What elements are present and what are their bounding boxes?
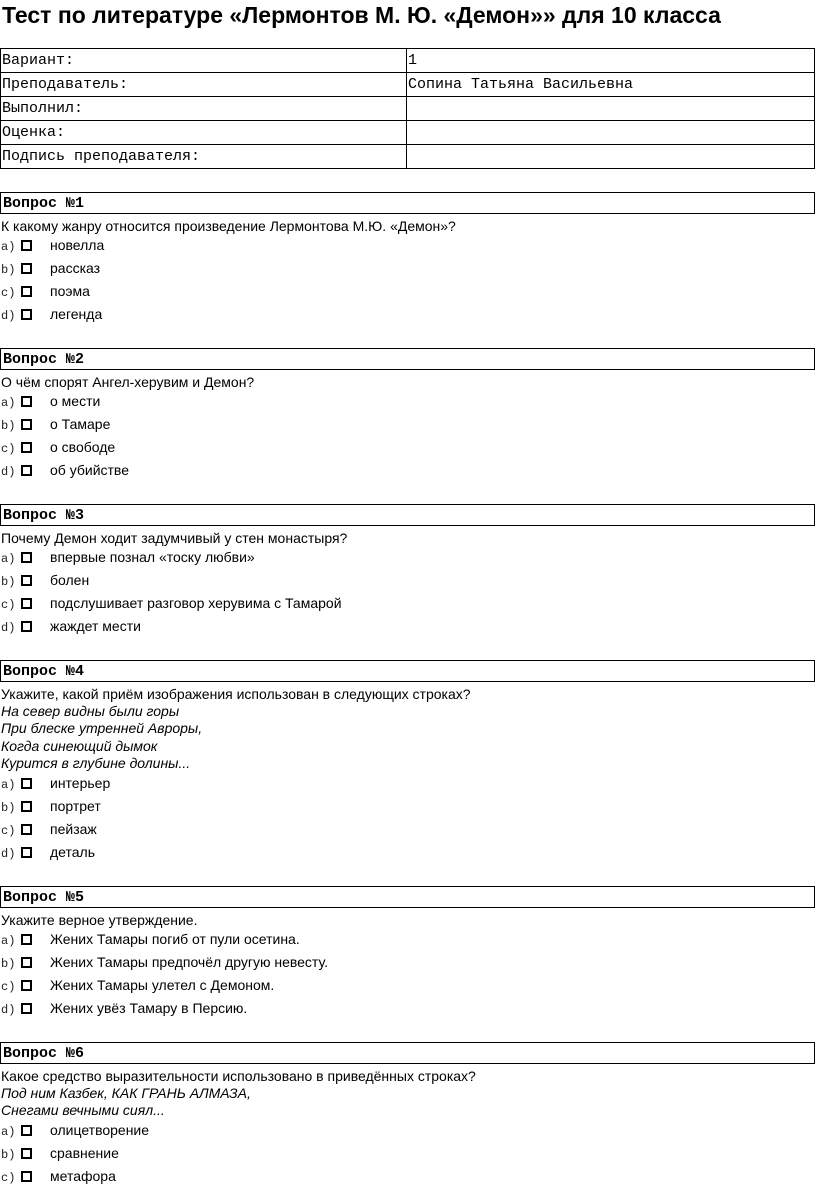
checkbox-icon[interactable]: [21, 778, 32, 789]
checkbox-icon[interactable]: [21, 575, 32, 586]
sign-field[interactable]: [407, 145, 815, 169]
checkbox-icon[interactable]: [21, 621, 32, 632]
checkbox-icon[interactable]: [21, 847, 32, 858]
option-letter: b): [1, 1148, 16, 1162]
option-letter: c): [1, 1171, 16, 1185]
option-text: метафора: [50, 1168, 116, 1184]
option-text: впервые познал «тоску любви»: [50, 549, 255, 565]
variant-value: 1: [407, 49, 815, 73]
option-text: Жених Тамары предпочёл другую невесту.: [50, 954, 328, 970]
checkbox-icon[interactable]: [21, 980, 32, 991]
option-text: легенда: [50, 306, 103, 322]
question-4-verse-line: Курится в глубине долины...: [1, 755, 191, 771]
option-letter: c): [1, 286, 16, 300]
option-text: новелла: [50, 237, 105, 253]
checkbox-icon[interactable]: [21, 1003, 32, 1014]
option-text: болен: [50, 572, 90, 588]
option-text: жаждет мести: [50, 618, 141, 634]
variant-row: [1, 49, 815, 73]
question-4-verse-line: При блеске утренней Авроры,: [1, 720, 203, 736]
checkbox-icon[interactable]: [21, 309, 32, 320]
question-4-text: Укажите, какой приём изображения использован в следующих строках?: [1, 686, 471, 702]
option-letter: b): [1, 575, 16, 589]
option-text: Жених Тамары улетел с Демоном.: [50, 977, 275, 993]
checkbox-icon[interactable]: [21, 1148, 32, 1159]
teacher-value: Сопина Татьяна Васильевна: [407, 73, 815, 97]
question-6-verse-line: Снегами вечными сиял...: [1, 1102, 165, 1118]
option-text: деталь: [50, 844, 95, 860]
sign-row: [1, 145, 815, 169]
checkbox-icon[interactable]: [21, 934, 32, 945]
checkbox-icon[interactable]: [21, 1171, 32, 1182]
option-text: о свободе: [50, 439, 116, 455]
teacher-label: Преподаватель:: [1, 73, 407, 97]
option-text: портрет: [50, 798, 101, 814]
option-letter: a): [1, 778, 16, 792]
option-letter: b): [1, 419, 16, 433]
question-1-header: Вопрос №1: [0, 192, 815, 214]
question-3-header: Вопрос №3: [0, 504, 815, 526]
question-5-text: Укажите верное утверждение.: [1, 912, 198, 928]
option-letter: c): [1, 442, 16, 456]
option-text: Жених увёз Тамару в Персию.: [50, 1000, 248, 1016]
option-text: о мести: [50, 393, 101, 409]
question-4-verse-line: Когда синеющий дымок: [1, 738, 158, 754]
option-letter: a): [1, 934, 16, 948]
checkbox-icon[interactable]: [21, 396, 32, 407]
variant-label: Вариант:: [1, 49, 407, 73]
sign-label: Подпись преподавателя:: [1, 145, 407, 169]
question-6-header: Вопрос №6: [0, 1042, 815, 1064]
page-title: Тест по литературе «Лермонтов М. Ю. «Демон»» для 10 класса: [2, 2, 721, 28]
checkbox-icon[interactable]: [21, 465, 32, 476]
option-text: Жених Тамары погиб от пули осетина.: [50, 931, 300, 947]
option-letter: d): [1, 465, 16, 479]
done-row: [1, 97, 815, 121]
option-letter: a): [1, 240, 16, 254]
question-6-verse-line: Под ним Казбек, КАК ГРАНЬ АЛМАЗА,: [1, 1085, 251, 1101]
question-1-text: К какому жанру относится произведение Лермонтова М.Ю. «Демон»?: [1, 218, 456, 234]
option-letter: a): [1, 1125, 16, 1139]
checkbox-icon[interactable]: [21, 824, 32, 835]
question-2-text: О чём спорят Ангел-херувим и Демон?: [1, 374, 255, 390]
option-text: о Тамаре: [50, 416, 111, 432]
option-letter: c): [1, 598, 16, 612]
option-letter: c): [1, 824, 16, 838]
checkbox-icon[interactable]: [21, 957, 32, 968]
option-text: интерьер: [50, 775, 111, 791]
question-6-text: Какое средство выразительности использовано в приведённых строках?: [1, 1068, 476, 1084]
checkbox-icon[interactable]: [21, 442, 32, 453]
done-label: Выполнил:: [1, 97, 407, 121]
teacher-row: [1, 73, 815, 97]
option-text: пейзаж: [50, 821, 97, 837]
question-4-header: Вопрос №4: [0, 660, 815, 682]
checkbox-icon[interactable]: [21, 598, 32, 609]
option-text: об убийстве: [50, 462, 129, 478]
option-letter: d): [1, 847, 16, 861]
info-table: [0, 48, 815, 169]
done-field[interactable]: [407, 97, 815, 121]
grade-field[interactable]: [407, 121, 815, 145]
option-letter: b): [1, 801, 16, 815]
option-text: подслушивает разговор херувима с Тамарой: [50, 595, 342, 611]
option-letter: a): [1, 396, 16, 410]
option-letter: d): [1, 309, 16, 323]
checkbox-icon[interactable]: [21, 263, 32, 274]
grade-row: [1, 121, 815, 145]
option-letter: d): [1, 1003, 16, 1017]
question-3-text: Почему Демон ходит задумчивый у стен монастыря?: [1, 530, 348, 546]
question-5-header: Вопрос №5: [0, 886, 815, 908]
checkbox-icon[interactable]: [21, 801, 32, 812]
question-4-verse-line: На север видны были горы: [1, 703, 180, 719]
checkbox-icon[interactable]: [21, 1125, 32, 1136]
option-text: олицетворение: [50, 1122, 150, 1138]
checkbox-icon[interactable]: [21, 286, 32, 297]
option-text: рассказ: [50, 260, 101, 276]
option-text: поэма: [50, 283, 90, 299]
question-2-header: Вопрос №2: [0, 348, 815, 370]
checkbox-icon[interactable]: [21, 240, 32, 251]
option-letter: a): [1, 552, 16, 566]
option-text: сравнение: [50, 1145, 119, 1161]
option-letter: b): [1, 957, 16, 971]
checkbox-icon[interactable]: [21, 552, 32, 563]
option-letter: c): [1, 980, 16, 994]
checkbox-icon[interactable]: [21, 419, 32, 430]
option-letter: d): [1, 621, 16, 635]
grade-label: Оценка:: [1, 121, 407, 145]
option-letter: b): [1, 263, 16, 277]
